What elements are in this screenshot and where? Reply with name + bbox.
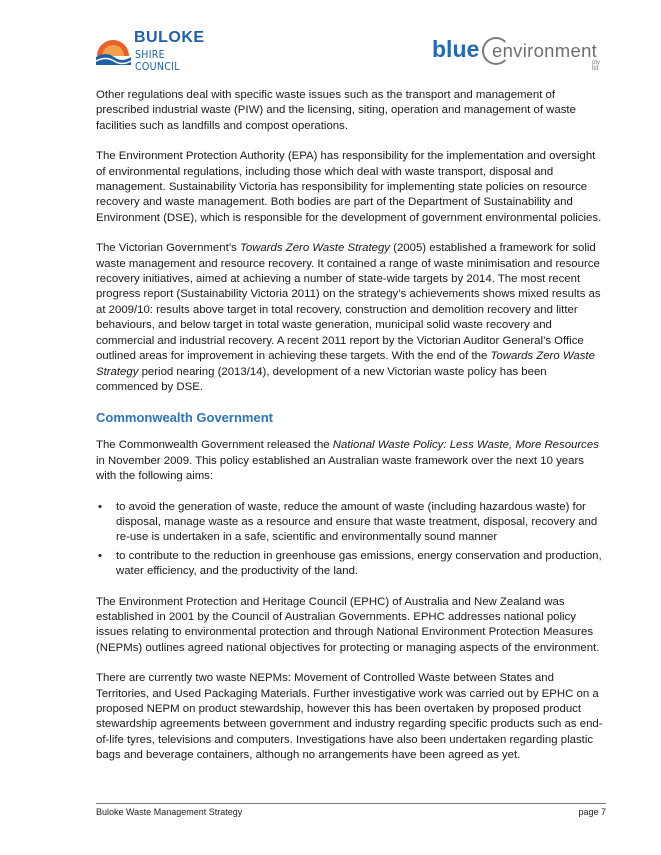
paragraph-ephc: The Environment Protection and Heritage Council (EPHC) of Australia and New Zealand was established in 2001 by the Council of Australian Governments. EPHC addresses national policy issues relating to environmental protection and through National Environment Protection Measures (NEPMs) outlines agreed national objectives for protecting or managing aspects of the environment.: [96, 595, 600, 654]
buloke-logo: [94, 26, 205, 73]
paragraph-national-waste-policy: The Commonwealth Government released the National Waste Policy: Less Waste, More Resources in November 2009. This policy established an Australian waste framework over the next 10 years with the following aims:: [96, 439, 599, 483]
logo-blue-text: blue: [432, 36, 480, 62]
page-content: [96, 88, 606, 779]
blue-environment-logo: [432, 36, 607, 72]
paragraph-regulations: Other regulations deal with specific waste issues such as the transport and management of prescribed industrial waste (PIW) and the licensing, siting, operation and management of waste facilities such as landfills and compost operations.: [96, 89, 576, 132]
section-heading-commonwealth: Commonwealth Government: [96, 410, 273, 426]
logo-pty-text: pty ltd: [592, 60, 601, 72]
aims-list: [96, 500, 606, 580]
footer-page-number: page 7: [578, 807, 606, 817]
page-footer: [96, 803, 606, 817]
list-item: • to avoid the generation of waste, reduce the amount of waste (including hazardous waste) for disposal, manage waste as a resource and ensure that waste treatment, disposal, recovery and re-use is undertaken in a safe, scientific and environmentally sound manner: [98, 500, 598, 544]
logo-environment-text: environment: [492, 40, 598, 61]
paragraph-victorian-government: The Victorian Government’s Towards Zero Waste Strategy (2005) established a framework for solid waste management and resource recovery. It contained a range of waste minimisation and resource recovery initiatives, aimed at achieving a number of state-wide targets by 2014. The most recent progress report (Sustainability Victoria 2011) on the strategy’s achievements shows mixed results as at 2009/10: results above target in total recovery, construction and demolition recovery and litter behaviours, and below target in total waste generation, municipal solid waste recovery and commercial and industrial recovery. A recent 2011 report by the Victorian Auditor General’s Office outlined areas for improvement in achieving these targets. With the end of the Towards Zero Waste Strategy period nearing (2013/14), development of a new Victorian waste policy has been commenced by DSE.: [96, 242, 601, 393]
council-logo-name: BULOKE: [134, 29, 205, 46]
paragraph-epa: The Environment Protection Authority (EPA) has responsibility for the implementation and oversight of environmental regulations, including those which deal with waste transport, disposal and management. Sustainability Victoria has responsibility for implementing state policies on resource recovery and waste management. Both bodies are part of the Department of Sustainability and Environment (DSE), which is responsible for the development of government environmental policies.: [96, 150, 602, 224]
list-item: • to contribute to the reduction in greenhouse gas emissions, energy conservation and production, water efficiency, and the productivity of the land.: [98, 549, 602, 578]
footer-document-title: Buloke Waste Management Strategy: [96, 807, 243, 817]
paragraph-nepms: There are currently two waste NEPMs: Movement of Controlled Waste between States and Territories, and Used Packaging Materials. Further investigative work was carried out by EPHC on a proposed NEPM on product stewardship, however this has been overtaken by proposed product stewardship agreements between government and industry regarding specific products such as end-of-life tyres, televisions and computers. Investigations have also been undertaken regarding plastic bags and beverage containers, although no arrangements have been agreed as yet.: [96, 672, 603, 762]
council-logo-sub: SHIRE COUNCIL: [135, 49, 180, 73]
bullet-icon: •: [98, 549, 102, 562]
bullet-icon: •: [98, 500, 102, 513]
buloke-sun-icon: [94, 26, 132, 66]
